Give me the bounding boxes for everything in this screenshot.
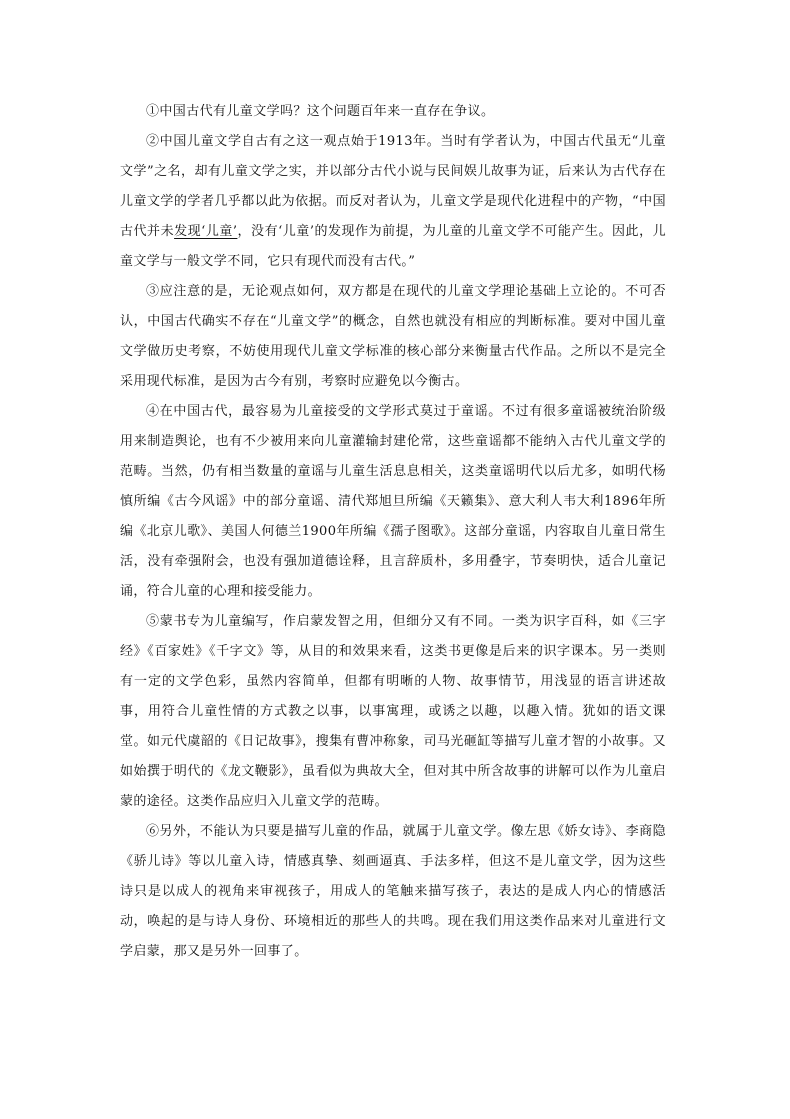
paragraph-1: ①中国古代有儿童文学吗？这个问题百年来一直存在争议。 (146, 104, 495, 119)
paragraph-3: ③应注意的是，无论观点如何，双方都是在现代的儿童文学理论基础上立论的。不可否认，中国古代确实不存在“儿童文学”的概念，自然也就没有相应的判断标准。要对中国儿童文学做历史考察，不妨使用现代儿童文学标准的核心部分来衡量古代作品。之所以不是完全采用现代标准，是因为古今有别，考察时应避免以今衡古。 (120, 284, 666, 389)
paragraph-2 (120, 127, 666, 277)
article-body (120, 97, 666, 967)
paragraph-5: ⑤蒙书专为儿童编写，作启蒙发智之用，但细分又有不同。一类为识字百科，如《三字经》《百家姓》《千字文》等，从目的和效果来看，这类书更像是后来的识字课本。另一类则有一定的文学色彩，虽然内容简单，但都有明晰的人物、故事情节，用浅显的语言讲述故事，用符合儿童性情的方式教之以事，以事寓理，或诱之以趣，以趣入情。犹如的语文课堂。如元代虞韶的《日记故事》，搜集有曹冲称象，司马光砸缸等描写儿童才智的小故事。又如始撰于明代的《龙文鞭影》，虽看似为典故大全，但对其中所含故事的讲解可以作为儿童启蒙的途径。这类作品应归入儿童文学的范畴。 (120, 614, 666, 809)
paragraph-4: ④在中国古代，最容易为儿童接受的文学形式莫过于童谣。不过有很多童谣被统治阶级用来制造舆论，也有不少被用来向儿童灌输封建伦常，这些童谣都不能纳入古代儿童文学的范畴。当然，仍有相当数量的童谣与儿童生活息息相关，这类童谣明代以后尤多，如明代杨慎所编《古今风谣》中的部分童谣、清代郑旭旦所编《天籁集》、意大利人韦大利1896年所编《北京儿歌》、美国人何德兰1900年所编《孺子图歌》。这部分童谣，内容取自儿童日常生活，没有牵强附会，也没有强加道德诠释，且言辞质朴，多用叠字，节奏明快，适合儿童记诵，符合儿童的心理和接受能力。 (120, 404, 666, 599)
paragraph-2-text-before: ②中国儿童文学自古有之这一观点始于1913年。当时有学者认为，中国古代虽无“儿童文学”之名，却有儿童文学之实，并以部分古代小说与民间娱儿故事为证，后来认为古代存在儿童文学的学者几乎都以此为依据。而反对者认为，儿童文学是现代化进程中的产物，“中国古代并未 (120, 134, 666, 239)
paragraph-2-text-after: ，没有‘儿童’的发现作为前提，为儿童的儿童文学不可能产生。因此，儿童文学与一般文学不同，它只有现代而没有古代。” (120, 224, 666, 269)
paragraph-6: ⑥另外，不能认为只要是描写儿童的作品，就属于儿童文学。像左思《娇女诗》、李商隐《骄儿诗》等以儿童入诗，情感真挚、刻画逼真、手法多样，但这不是儿童文学，因为这些诗只是以成人的视角来审视孩子，用成人的笔触来描写孩子，表达的是成人内心的情感活动，唤起的是与诗人身份、环境相近的那些人的共鸣。现在我们用这类作品来对儿童进行文学启蒙，那又是另外一回事了。 (120, 824, 666, 959)
paragraph-2-underlined-phrase: 发现‘儿童’ (174, 224, 238, 239)
